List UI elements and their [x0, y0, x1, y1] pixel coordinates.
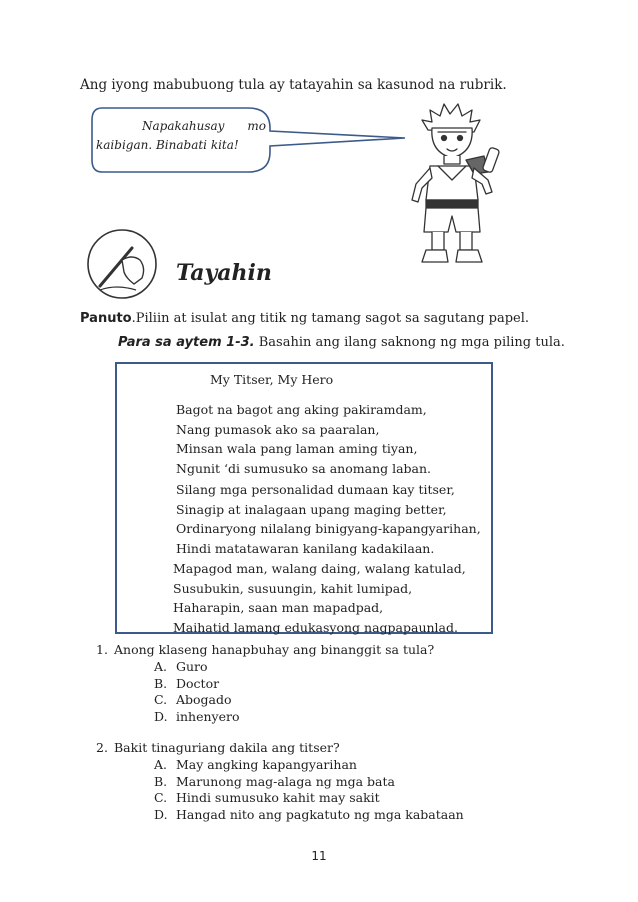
instructions-label: Panuto: [80, 311, 132, 326]
question-text: Anong klaseng hanapbuhay ang binanggit sa tula?: [114, 642, 435, 657]
option-text: Hindi sumusuko kahit may sakit: [176, 790, 380, 806]
option-letter: B.: [154, 773, 168, 789]
option-text: May angking kapangyarihan: [176, 757, 357, 772]
poem-line: Hindi matatawaran kanilang kadakilaan.: [176, 540, 435, 556]
poem-line: Ordinaryong nilalang binigyang-kapangyarihan,: [176, 521, 481, 536]
section-title: Tayahin: [176, 260, 272, 286]
option-text: Abogado: [176, 692, 232, 708]
poem-line: Bagot na bagot ang aking pakiramdam,: [176, 402, 427, 417]
instructions: [80, 311, 529, 326]
poem-line: Silang mga personalidad dumaan kay titser,: [176, 482, 455, 497]
answer-option: [154, 692, 240, 709]
option-letter: D.: [154, 708, 168, 724]
poem-stanza-2: [176, 480, 481, 558]
option-text: Guro: [176, 659, 208, 674]
poem-stanza-1: [176, 400, 431, 478]
question-2-options: [154, 757, 464, 823]
bubble-line-2: kaibigan. Binabati kita!: [96, 138, 239, 152]
question-1: [96, 642, 434, 657]
option-letter: A.: [154, 659, 168, 674]
option-letter: C.: [154, 692, 168, 708]
intro-text: Ang iyong mabubuong tula ay tatayahin sa kasunod na rubrik.: [80, 77, 507, 93]
option-text: Marunong mag-alaga ng mga bata: [176, 773, 395, 789]
poem-line: Minsan wala pang laman aming tiyan,: [176, 441, 418, 456]
poem-line: Susubukin, susuungin, kahit lumipad,: [173, 580, 413, 596]
answer-option: [154, 774, 464, 791]
bubble-line-1: Napakahusay mo: [142, 119, 266, 133]
option-letter: C.: [154, 790, 168, 806]
hand-writing-icon: [86, 228, 158, 300]
answer-option: [154, 709, 240, 726]
answer-option: [154, 757, 464, 774]
option-text: inhenyero: [176, 708, 240, 724]
poem-title: My Titser, My Hero: [210, 372, 334, 387]
item-instructions: [118, 335, 565, 350]
instructions-text: .Piliin at isulat ang titik ng tamang sagot sa sagutang papel.: [131, 311, 530, 326]
item-instructions-lead: Para sa aytem 1-3.: [118, 335, 255, 350]
poem-line: Nang pumasok ako sa paaralan,: [176, 421, 380, 437]
question-1-options: [154, 659, 240, 725]
page-number: 11: [311, 849, 327, 863]
poem-line: Mapagod man, walang daing, walang katulad,: [173, 561, 466, 576]
answer-option: [154, 676, 240, 693]
question-text: Bakit tinaguriang dakila ang titser?: [114, 740, 340, 755]
question-number: 2.: [96, 740, 108, 755]
poem-line: Maihatid lamang edukasyong nagpapaunlad.: [173, 619, 458, 635]
answer-option: [154, 807, 464, 824]
option-letter: A.: [154, 757, 168, 772]
answer-option: [154, 790, 464, 807]
question-2: [96, 740, 340, 755]
option-letter: B.: [154, 675, 168, 691]
option-text: Hangad nito ang pagkatuto ng mga kabataan: [176, 806, 464, 822]
poem-stanza-3: [173, 559, 466, 637]
poem-line: Haharapin, saan man mapadpad,: [173, 600, 384, 615]
answer-option: [154, 659, 240, 676]
item-instructions-text: Basahin ang ilang saknong ng mga piling tula.: [254, 335, 565, 350]
poem-line: Sinagip at inalagaan upang maging better,: [176, 501, 447, 517]
option-letter: D.: [154, 806, 168, 822]
option-text: Doctor: [176, 675, 220, 691]
bubble-text: [96, 117, 266, 155]
question-number: 1.: [96, 642, 108, 657]
poem-line: Ngunit ‘di sumusuko sa anomang laban.: [176, 460, 432, 476]
boy-character-illustration: [400, 100, 510, 268]
